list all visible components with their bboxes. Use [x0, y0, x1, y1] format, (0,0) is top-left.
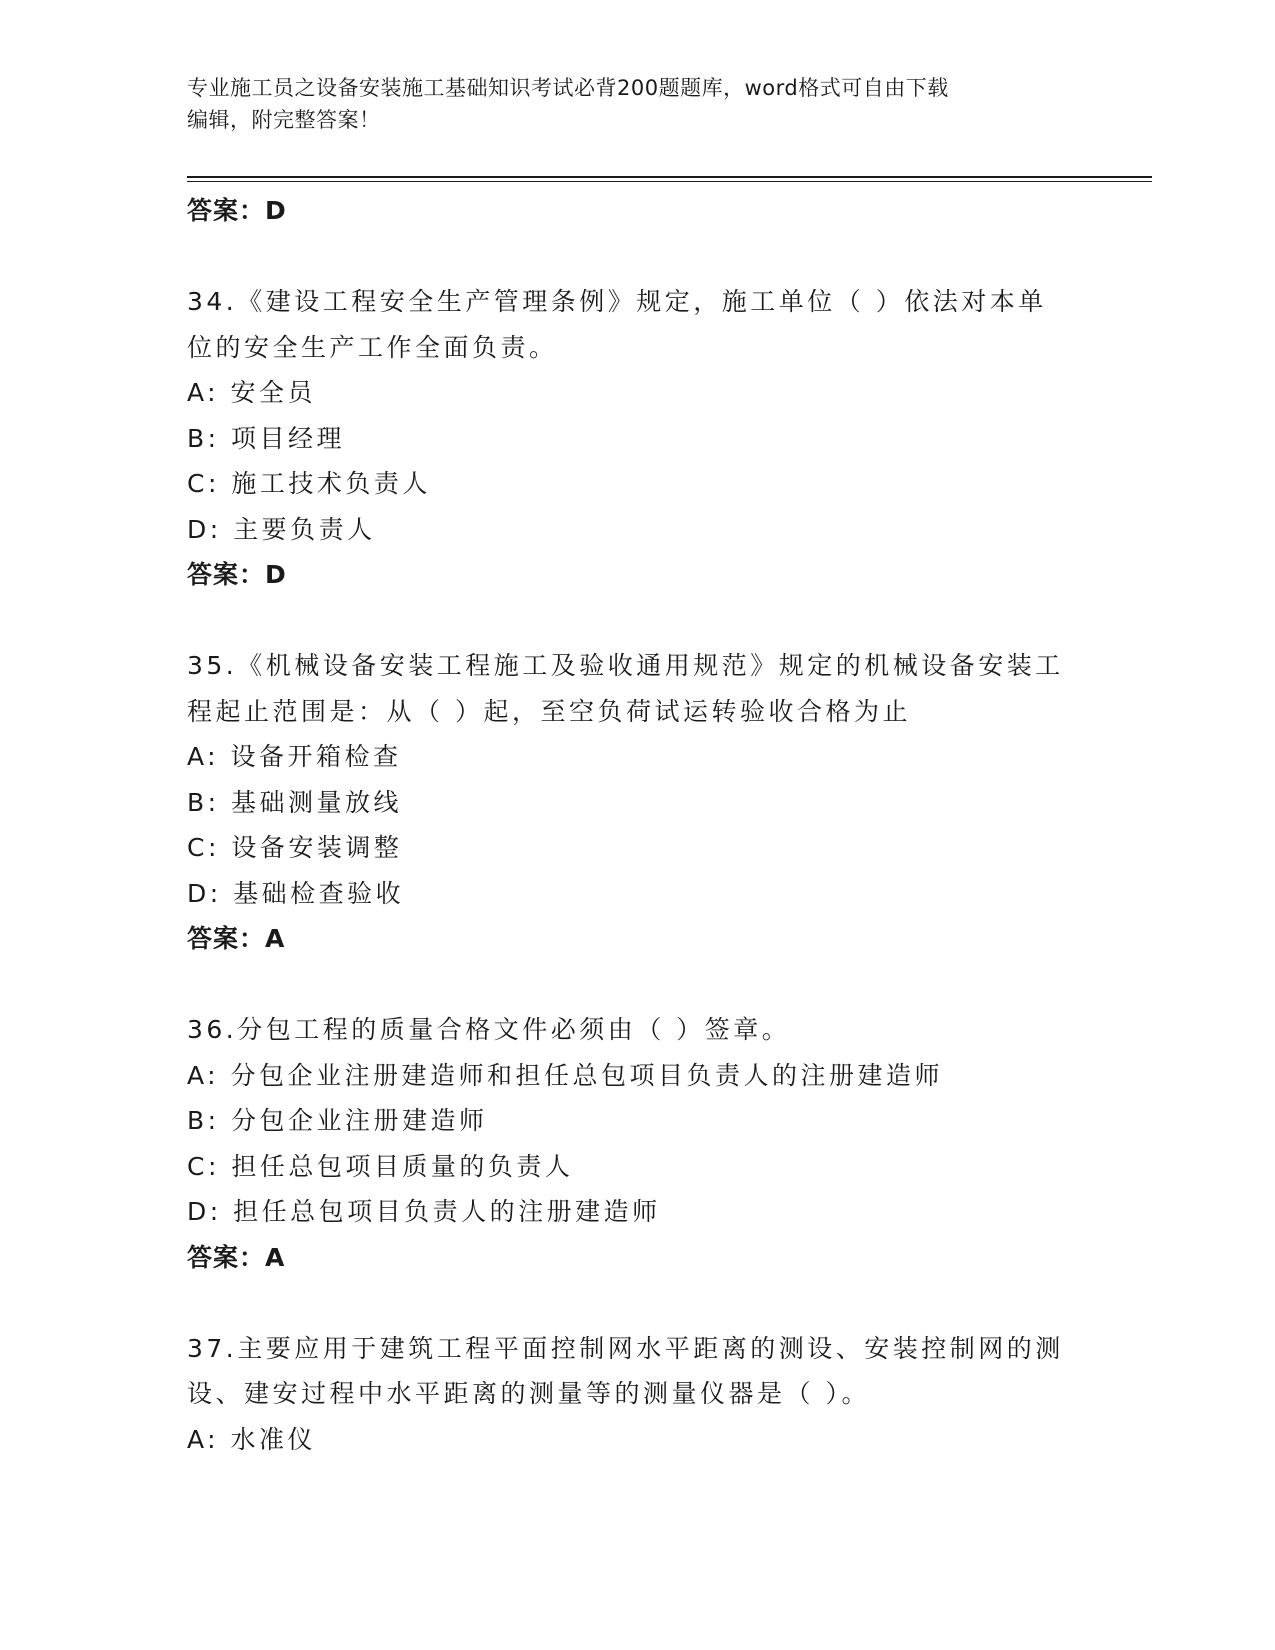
question-text: 36.分包工程的质量合格文件必须由（ ）签章。 [187, 1015, 791, 1044]
option-a: A: 安全员 [187, 378, 317, 407]
question-text: 37.主要应用于建筑工程平面控制网水平距离的测设、安装控制网的测 [187, 1333, 1064, 1363]
answer-36 [187, 1235, 1087, 1281]
option-a: A: 水准仪 [187, 1424, 317, 1454]
answer-value: D [265, 560, 287, 589]
option-d: D: 担任总包项目负责人的注册建造师 [187, 1197, 661, 1226]
option-a: A: 设备开箱检查 [187, 742, 402, 771]
question-37 [187, 1326, 1087, 1463]
document-body [187, 188, 1087, 1462]
answer-label: 答案： [187, 924, 266, 953]
option-b: B: 分包企业注册建造师 [187, 1106, 488, 1135]
answer-35 [187, 916, 1087, 962]
option-c: C: 设备安装调整 [187, 833, 403, 862]
answer-label: 答案： [187, 196, 266, 225]
question-text: 35.《机械设备安装工程施工及验收通用规范》规定的机械设备安装工 [187, 651, 1064, 680]
option-c: C: 施工技术负责人 [187, 469, 431, 498]
question-text: 设、建安过程中水平距离的测量等的测量仪器是（ ）。 [187, 1379, 870, 1408]
answer-33 [187, 188, 1087, 234]
header-line-1: 专业施工员之设备安装施工基础知识考试必背200题题库，word格式可自由下载 [187, 76, 949, 100]
question-35 [187, 643, 1087, 962]
answer-34 [187, 552, 1087, 598]
question-text: 位的安全生产工作全面负责。 [187, 332, 558, 362]
question-34 [187, 279, 1087, 598]
option-a: A: 分包企业注册建造师和担任总包项目负责人的注册建造师 [187, 1060, 944, 1090]
answer-label: 答案： [187, 560, 266, 589]
question-36 [187, 1007, 1087, 1280]
header-line-2: 编辑，附完整答案！ [187, 108, 381, 132]
answer-value: D [265, 196, 287, 225]
option-b: B: 基础测量放线 [187, 787, 403, 817]
answer-value: A [265, 1242, 286, 1272]
question-text: 程起止范围是：从（ ）起，至空负荷试运转验收合格为止 [187, 696, 911, 726]
option-d: D: 基础检查验收 [187, 878, 405, 908]
option-b: B: 项目经理 [187, 423, 346, 453]
option-d: D: 主要负责人 [187, 514, 376, 544]
question-text: 34.《建设工程安全生产管理条例》规定，施工单位（ ）依法对本单 [187, 287, 1047, 316]
document-header [187, 72, 1067, 136]
answer-label: 答案： [187, 1242, 266, 1272]
header-divider-thick [187, 176, 1152, 178]
answer-value: A [265, 924, 286, 953]
header-divider-thin [187, 181, 1152, 182]
option-c: C: 担任总包项目质量的负责人 [187, 1151, 574, 1181]
